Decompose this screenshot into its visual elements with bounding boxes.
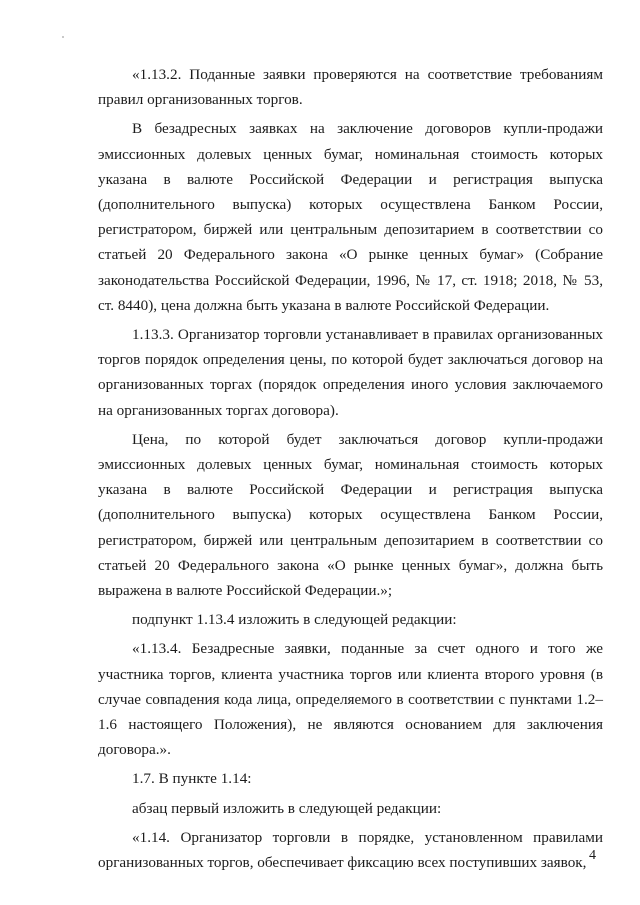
paragraph-price: Цена, по которой будет заключаться договор купли-продажи эмиссионных долевых ценных бумаг, номинальная стоимость которых указана в валюте Российской Федерации и регистрация выпуска (дополнительного выпуска) которых осуществлена Банком России, регистратором, биржей или центральным депозитарием в соответствии со статьей 20 Федерального закона «О рынке ценных бумаг», должна быть выражена в валюте Российской Федерации.»; bbox=[98, 430, 603, 600]
paragraph-subitem-instruction: подпункт 1.13.4 изложить в следующей редакции: bbox=[132, 611, 457, 629]
scan-speck bbox=[62, 36, 64, 38]
paragraph-1-13-3: 1.13.3. Организатор торговли устанавливает в правилах организованных торгов порядок определения цены, по которой будет заключаться договор на организованных торгах (порядок определения иного условия заключаемого на организованных торгах договора). bbox=[98, 326, 603, 419]
paragraph-1-13-2: «1.13.2. Поданные заявки проверяются на соответствие требованиям правил организованных торгов. bbox=[98, 66, 603, 109]
paragraph-1-14: «1.14. Организатор торговли в порядке, установленном правилами организованных торгов, обеспечивает фиксацию всех поступивших заявок, bbox=[98, 828, 603, 872]
paragraph-1-13-4: «1.13.4. Безадресные заявки, поданные за счет одного и того же участника торгов, клиента участника торгов или клиента второго уровня (в случае совпадения кода лица, определяемого в соответствии с пунктами 1.2–1.6 настоящего Положения), не являются основанием для заключения договора.». bbox=[98, 640, 603, 759]
paragraph-non-addressed-orders: В безадресных заявках на заключение договоров купли-продажи эмиссионных долевых ценных бумаг, номинальная стоимость которых указана в валюте Российской Федерации и регистрация выпуска (дополнительного выпуска) которых осуществлена Банком России, регистратором, биржей или центральным депозитарием в соответствии со статьей 20 Федерального закона «О рынке ценных бумаг» (Собрание законодательства Российской Федерации, 1996, № 17, ст. 1918; 2018, № 53, ст. 8440), цена должна быть указана в валюте Российской Федерации. bbox=[98, 120, 603, 314]
paragraph-first-abzac-instruction: абзац первый изложить в следующей редакции: bbox=[132, 799, 442, 817]
document-body bbox=[98, 62, 603, 875]
paragraph-1-7: 1.7. В пункте 1.14: bbox=[132, 770, 252, 788]
page-number: 4 bbox=[589, 848, 596, 863]
